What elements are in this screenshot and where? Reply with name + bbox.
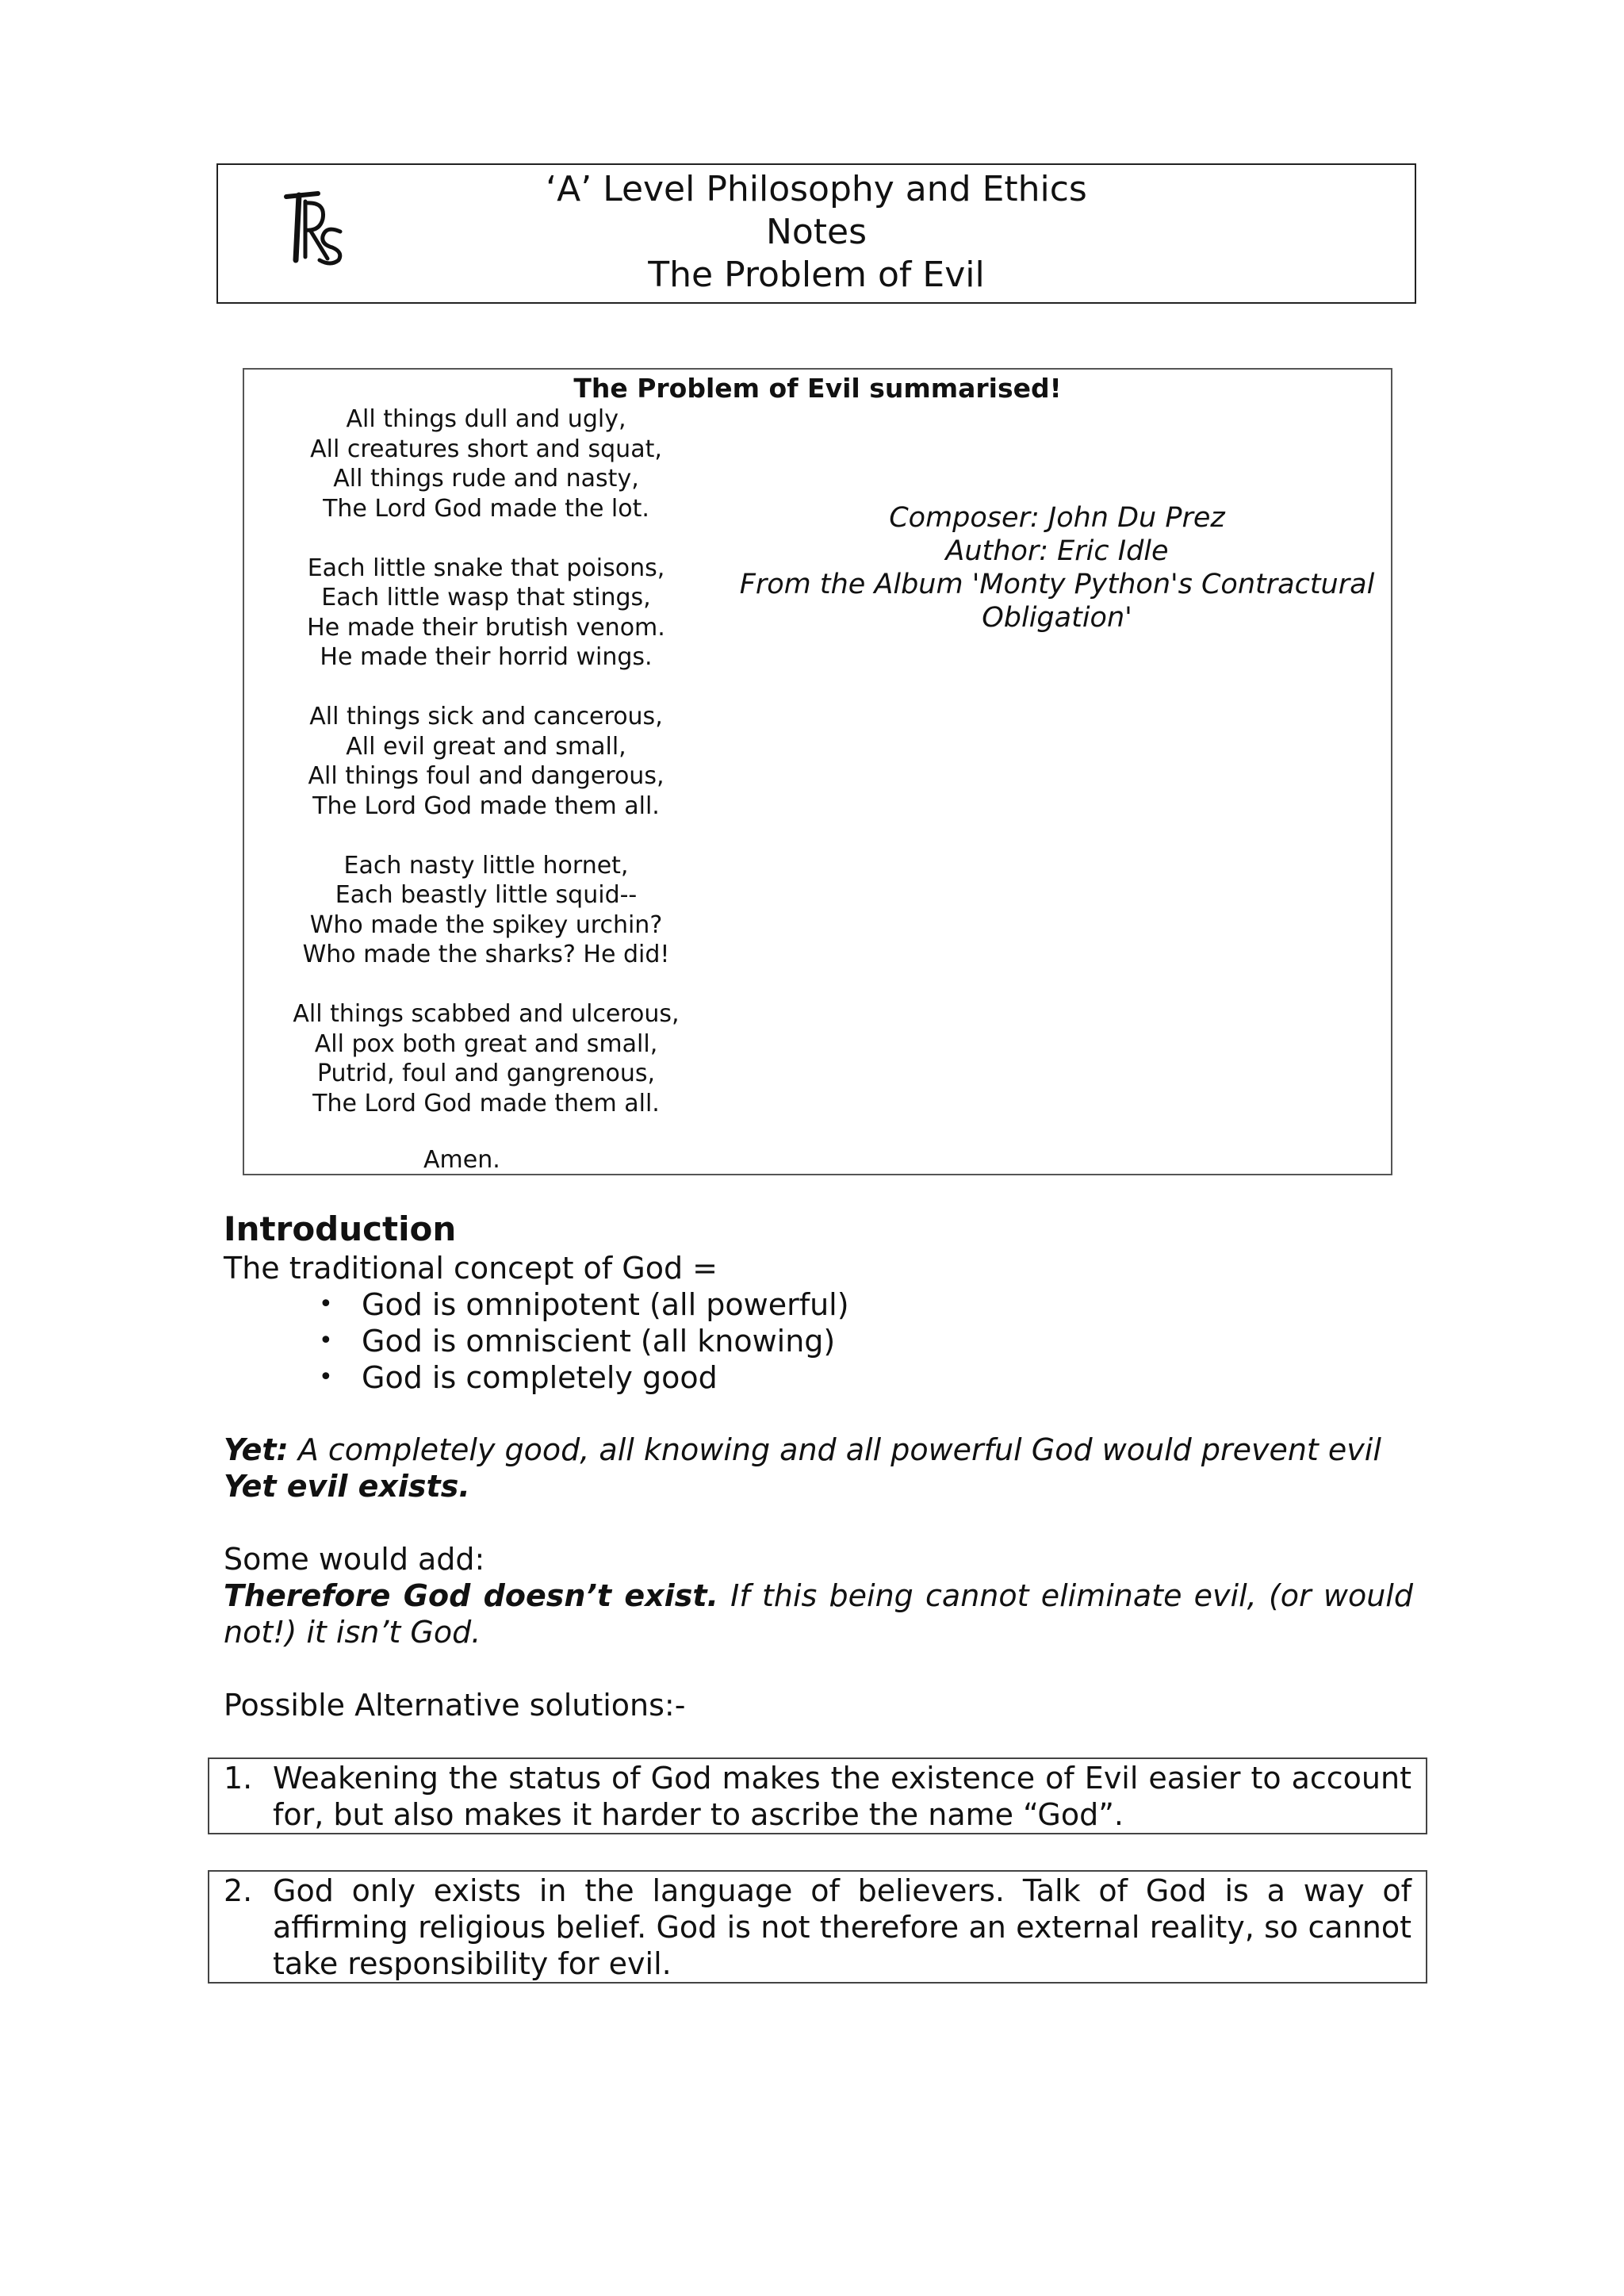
introduction-heading: Introduction xyxy=(224,1209,457,1248)
poem-amen: Amen. xyxy=(423,1146,500,1174)
poem-line: The Lord God made them all. xyxy=(312,792,660,820)
poem-line: Putrid, foul and gangrenous, xyxy=(316,1060,656,1087)
solution-number: 1. xyxy=(224,1761,253,1796)
yet-evil-exists: Yet evil exists. xyxy=(224,1469,470,1504)
poem-line: Each nasty little hornet, xyxy=(343,851,629,880)
poem-box xyxy=(243,368,1392,1175)
page-title: The Problem of Evil xyxy=(648,255,985,295)
poem-line: Each beastly little squid-- xyxy=(335,881,638,909)
therefore-rest: If this being cannot eliminate evil, (or would not!) it isn’t God. xyxy=(224,1578,1413,1650)
yet-text: A completely good, all knowing and all powerful God would prevent evil xyxy=(288,1432,1381,1467)
solution-number: 2. xyxy=(224,1873,253,1908)
stanza-2 xyxy=(268,554,704,673)
some-would-add: Some would add: xyxy=(224,1542,485,1577)
poem-line: The Lord God made the lot. xyxy=(323,494,649,523)
poem-title: The Problem of Evil summarised! xyxy=(573,373,1062,404)
poem-line: All things sick and cancerous, xyxy=(309,703,663,730)
poem-line: All things dull and ugly, xyxy=(346,405,626,433)
yet-label: Yet: xyxy=(224,1432,289,1467)
attributes-list xyxy=(319,1286,849,1396)
composer-credit: Composer: John Du Prez xyxy=(889,502,1225,534)
author-credit: Author: Eric Idle xyxy=(945,535,1169,567)
poem-line: He made their horrid wings. xyxy=(320,643,653,671)
poem-line: He made their brutish venom. xyxy=(307,613,665,642)
notes-label: Notes xyxy=(765,212,868,252)
poem-line: Each little snake that poisons, xyxy=(307,554,665,582)
list-item: • God is omnipotent (all powerful) xyxy=(319,1286,849,1323)
list-item: • God is omniscient (all knowing) xyxy=(319,1323,849,1359)
solution-box-1 xyxy=(208,1757,1427,1834)
poem-line: All creatures short and squat, xyxy=(310,435,662,463)
stanza-4 xyxy=(268,851,704,970)
poem-line: Who made the spikey urchin? xyxy=(309,910,663,939)
poem-line: All things scabbed and ulcerous, xyxy=(293,1000,680,1028)
stanza-1 xyxy=(268,404,704,523)
solution-text: Weakening the status of God makes the existence of Evil easier to account for, but also makes it harder to ascribe the name “God”. xyxy=(273,1761,1411,1832)
poem-line: The Lord God made them all. xyxy=(312,1089,660,1117)
document-header xyxy=(216,163,1416,304)
solution-box-2 xyxy=(208,1870,1427,1984)
poem-line: All pox both great and small, xyxy=(314,1029,658,1058)
poem-line: All things foul and dangerous, xyxy=(308,762,665,790)
poem-lyrics xyxy=(268,404,704,1148)
poem-line: Each little wasp that stings, xyxy=(321,584,651,611)
poem-line: All evil great and small, xyxy=(346,732,626,761)
therefore-bold: Therefore God doesn’t exist. xyxy=(224,1578,718,1613)
album-credit: From the Album 'Monty Python's Contractural Obligation' xyxy=(739,569,1375,634)
course-title: ‘A’ Level Philosophy and Ethics xyxy=(546,169,1087,209)
stanza-5 xyxy=(268,999,704,1118)
list-item: • God is completely good xyxy=(319,1359,849,1396)
poem-line: All things rude and nasty, xyxy=(333,465,639,493)
concept-line: The traditional concept of God = xyxy=(224,1251,718,1286)
therefore-paragraph xyxy=(224,1577,1413,1650)
yet-paragraph xyxy=(224,1432,1413,1504)
poem-line: Who made the sharks? He did! xyxy=(302,941,670,968)
stanza-3 xyxy=(268,702,704,821)
song-credits xyxy=(720,501,1394,634)
solution-text: God only exists in the language of believers. Talk of God is a way of affirming religious belief. God is not therefore an external reality, so cannot take responsibility for evil. xyxy=(273,1873,1411,1981)
alternatives-label: Possible Alternative solutions:- xyxy=(224,1688,686,1723)
